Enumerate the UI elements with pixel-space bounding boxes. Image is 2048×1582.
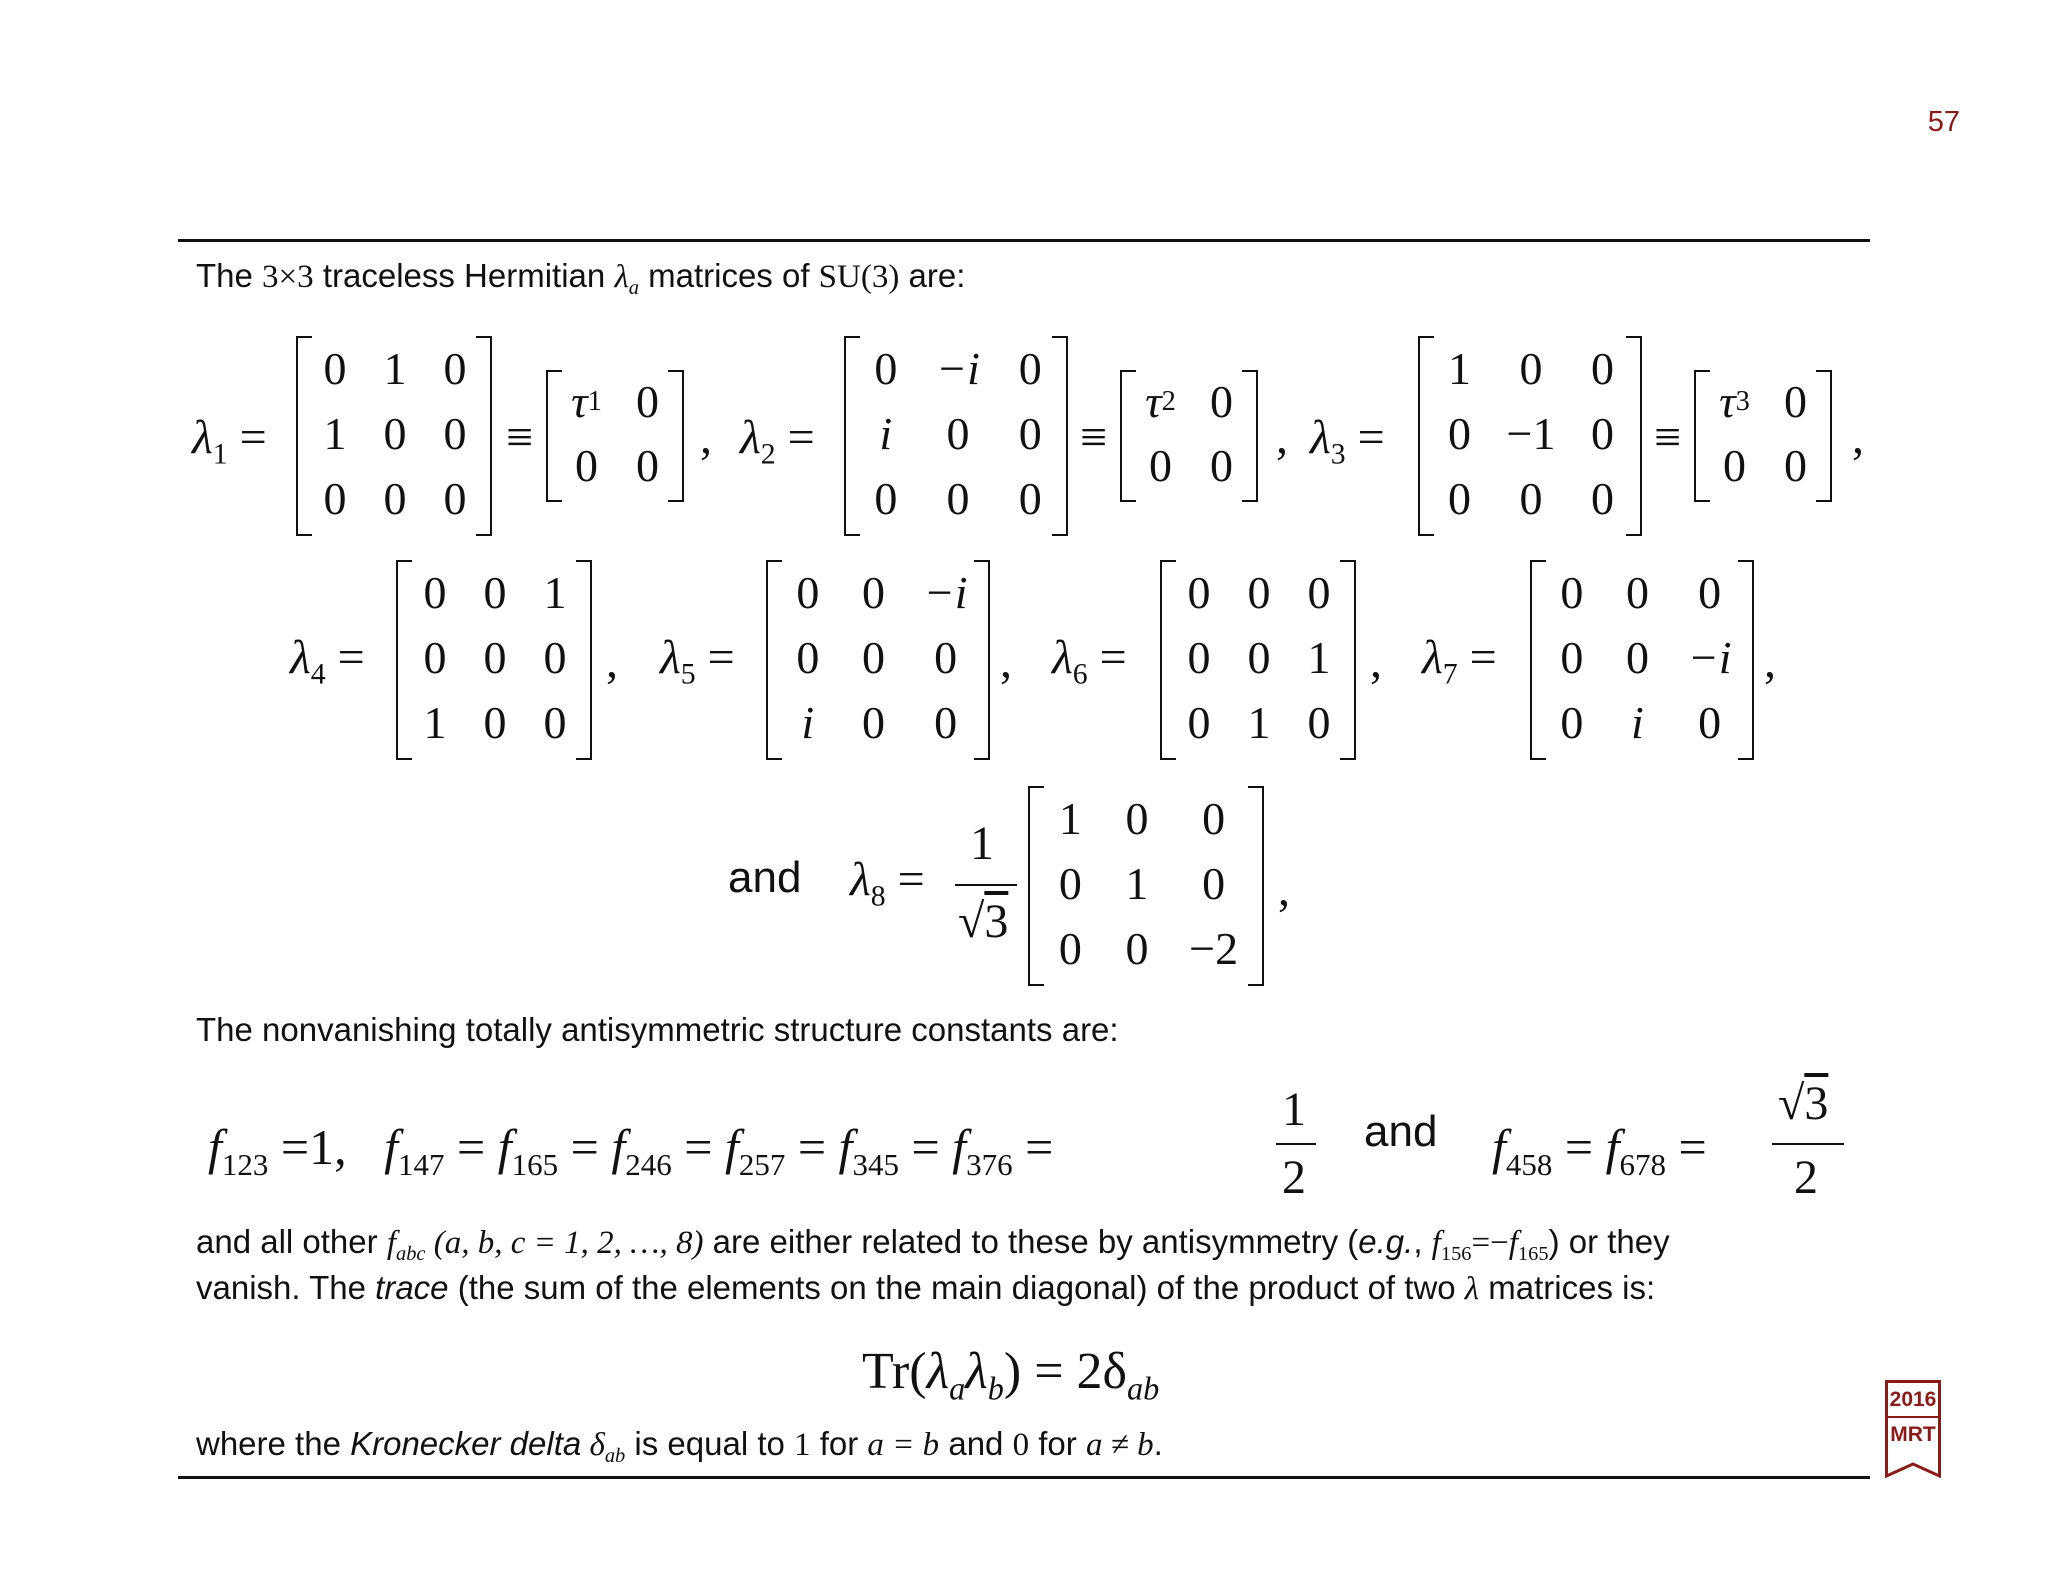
lambda-4-label: $\lambda_4$ = (290, 631, 365, 691)
top-rule (178, 239, 1870, 242)
sqrt-3: √3 (958, 895, 1009, 948)
matrix-tau-2: τ 2 0 0 0 (1130, 370, 1252, 498)
comma: , (700, 411, 712, 464)
bracket-right (668, 370, 684, 502)
lambda-6-label: $\lambda_6$ = (1052, 631, 1127, 691)
matrix-tau-1: τ 1 0 0 0 (556, 370, 678, 498)
matrix-lambda-1: 0 1 0 1 0 0 0 0 0 (323, 342, 467, 525)
bracket-right (1738, 560, 1754, 760)
trace-equation: $Tr(\lambda_a\lambda_b) = 2\delta_{ab}$ (862, 1343, 1160, 1407)
comma: , (1276, 411, 1288, 464)
matrix-tau-3: τ 3 0 0 0 (1704, 370, 1826, 498)
kronecker-line: where the Kronecker delta $\delta_{ab}$ is equal to 1 for a = b and 0 for a ≠ b. (196, 1425, 1163, 1468)
matrix-lambda-4: 0 0 1 0 0 0 1 0 0 (423, 566, 567, 749)
fraction-bar (1772, 1143, 1844, 1145)
lambda-1-label: $\lambda_1$ = (192, 411, 267, 471)
bracket-right (1248, 786, 1264, 986)
comma: , (1852, 411, 1864, 464)
equiv-sign: ≡ (506, 411, 534, 464)
tau-2: τ 2 (1145, 376, 1176, 427)
bracket-right (576, 560, 592, 760)
bracket-right (476, 336, 492, 536)
bracket-right (1052, 336, 1068, 536)
fraction-bar (955, 884, 1017, 886)
equiv-sign: ≡ (1654, 411, 1682, 464)
comma: , (1370, 635, 1382, 688)
fraction-bar (1276, 1143, 1316, 1145)
matrix-lambda-5: 0 0 −i 0 0 0 i 0 0 (796, 566, 968, 749)
equiv-sign: ≡ (1080, 411, 1108, 464)
half-denominator: 2 (1282, 1151, 1306, 1204)
logo-ribbon-icon (1885, 1452, 1941, 1478)
bracket-right (1816, 370, 1832, 502)
half-numerator: 1 (1282, 1083, 1306, 1136)
logo-year: 2016 (1885, 1380, 1941, 1416)
bracket-right (1340, 560, 1356, 760)
structure-heading: The nonvanishing totally antisymmetric structure constants are: (196, 1011, 1119, 1048)
bracket-right (974, 560, 990, 760)
bottom-rule (178, 1476, 1870, 1479)
bracket-right (1242, 370, 1258, 502)
comma: , (606, 635, 618, 688)
and-word: and (728, 853, 802, 902)
intro-line: The 3×3 traceless Hermitian $\lambda_a$ matrices of SU(3) are: (196, 257, 966, 300)
fraction-numerator: 1 (970, 817, 994, 870)
bracket-right (1626, 336, 1642, 536)
comma: , (1000, 635, 1012, 688)
matrix-lambda-8: 1 0 0 0 1 0 0 0 −2 (1058, 792, 1239, 975)
mrt-logo (1885, 1380, 1941, 1478)
lambda-8-label: $\lambda_8$ = (850, 853, 925, 913)
lambda-5-label: $\lambda_5$ = (660, 631, 735, 691)
logo-initials: MRT (1885, 1416, 1941, 1452)
lambda-3-label: $\lambda_3$ = (1310, 411, 1385, 471)
tau-3: τ 3 (1719, 376, 1750, 427)
paragraph-line-2: vanish. The trace (the sum of the elements on the main diagonal) of the product of two λ matrices is: (196, 1269, 1656, 1307)
matrix-lambda-2: 0 −i 0 i 0 0 0 0 0 (874, 342, 1042, 525)
comma: , (1278, 863, 1290, 916)
matrix-lambda-7: 0 0 0 0 0 −i 0 i 0 (1560, 566, 1732, 749)
lambda-7-label: $\lambda_7$ = (1422, 631, 1497, 691)
and-word: and (1364, 1107, 1438, 1156)
page-number: 57 (1927, 106, 1960, 138)
paragraph-line-1: and all other $f_{abc}$ (a, b, c = 1, 2, …, 8) are either related to these by antisymmetry (e.g., $f_{156}=-f_{165}$) or they (196, 1223, 1670, 1266)
sqrt3-denominator: 2 (1794, 1151, 1818, 1204)
lambda-2-label: $\lambda_2$ = (740, 411, 815, 471)
structure-constants-equation: $f_{123} =1$, $f_{147} = f_{165} = f_{246} = f_{257} = f_{345} = f_{376}$ = (208, 1119, 1054, 1182)
matrix-lambda-3: 1 0 0 0 −1 0 0 0 0 (1448, 342, 1614, 525)
sqrt3-numerator: √3 (1778, 1077, 1829, 1130)
comma: , (1764, 635, 1776, 688)
structure-constants-equation-2: $f_{458} = f_{678}$ = (1492, 1119, 1707, 1182)
matrix-lambda-6: 0 0 0 0 0 1 0 1 0 (1187, 566, 1331, 749)
tau-1: τ 1 (571, 376, 602, 427)
